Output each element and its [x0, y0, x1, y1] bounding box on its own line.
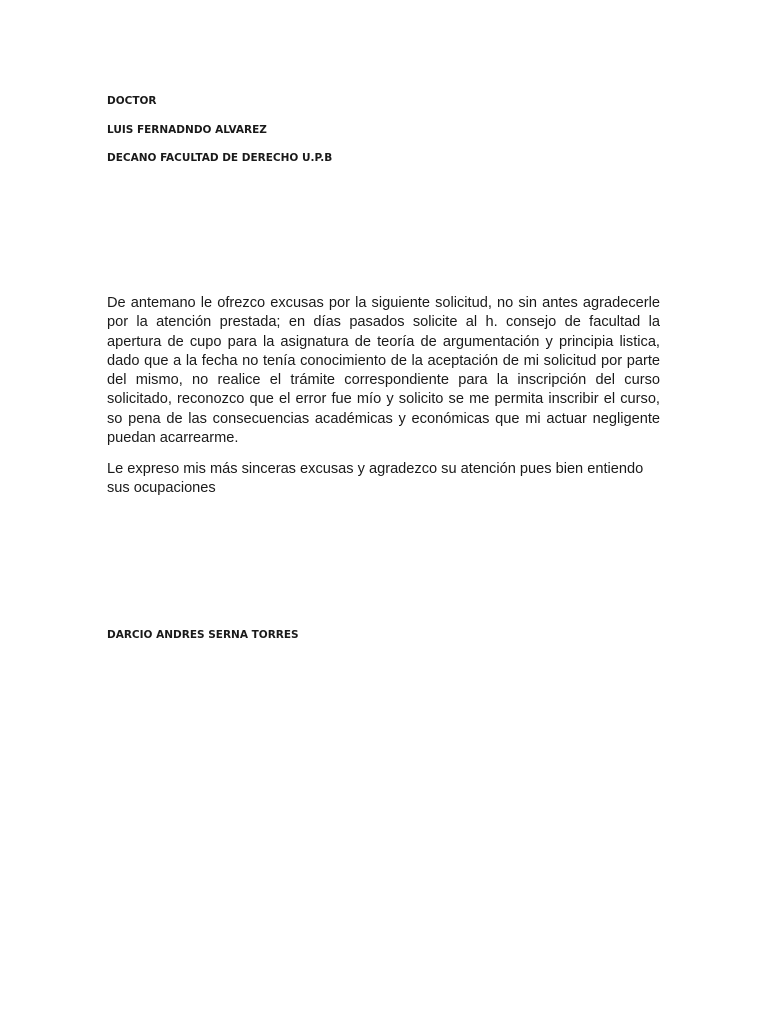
body-paragraph-1: De antemano le ofrezco excusas por la siguiente solicitud, no sin antes agradecerle por la atención prestada; en días pasados solicite al h. consejo de facultad la apertura de cupo para la asignatura de teoría de argumentación y principia listica, dado que a la fecha no tenía conocimiento de la aceptación de mi solicitud por parte del mismo, no realice el trámite correspondiente para la inscripción del curso solicitado, reconozco que el error fue mío y solicito se me permita inscribir el curso, so pena de las consecuencias académicas y económicas que mi actuar negligente puedan acarrearme.: [107, 295, 660, 447]
recipient-title: DOCTOR: [107, 95, 157, 107]
recipient-name: LUIS FERNADNDO ALVAREZ: [107, 124, 267, 136]
signature-name: DARCIO ANDRES SERNA TORRES: [107, 629, 299, 641]
body-paragraph-2: Le expreso mis más sinceras excusas y agradezco su atención pues bien entiendo sus ocupaciones: [107, 461, 644, 497]
recipient-position: DECANO FACULTAD DE DERECHO U.P.B: [107, 152, 333, 164]
